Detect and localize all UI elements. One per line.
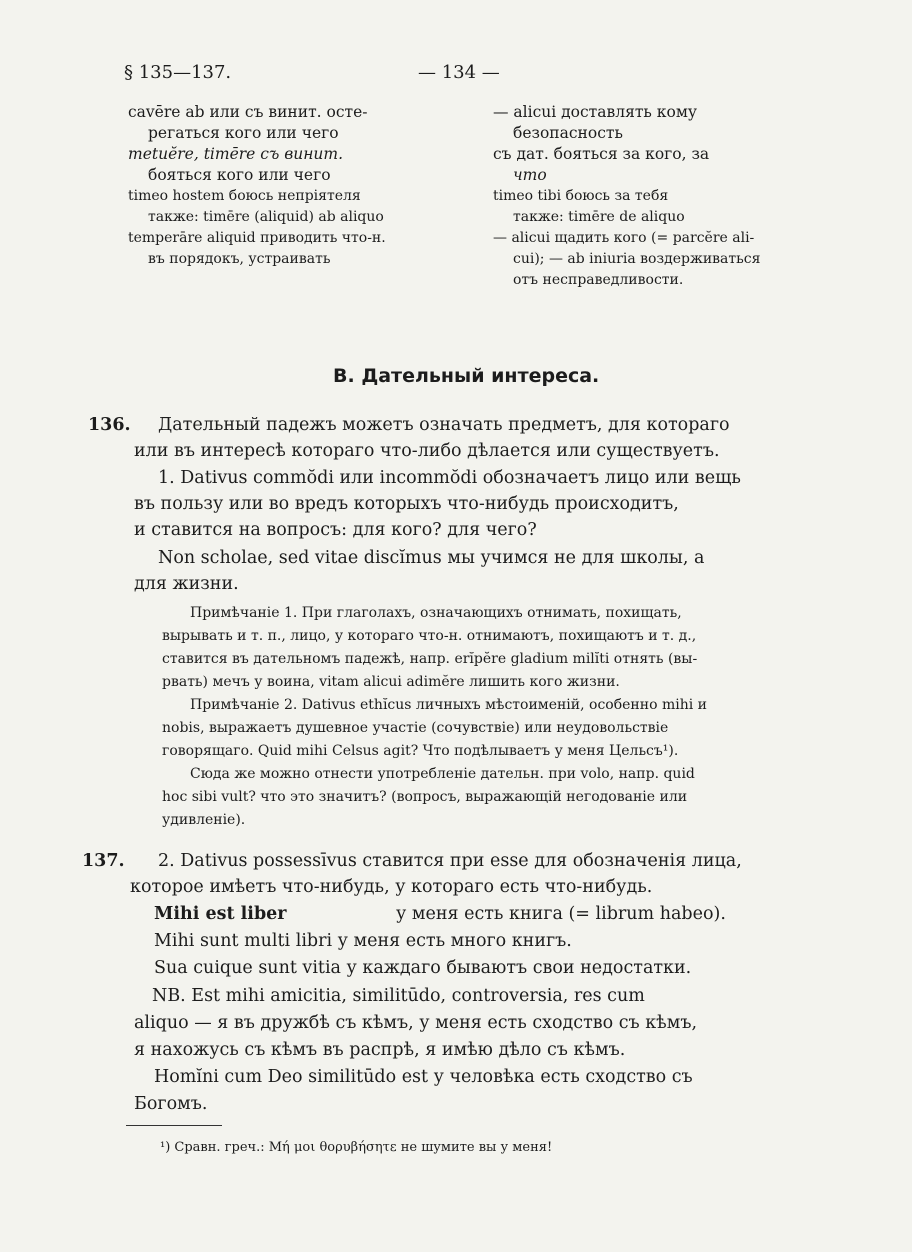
example-line: Sua cuique sunt vitia у каждаго бываютъ свои недостатки. xyxy=(154,958,692,978)
paragraph-number: 136. xyxy=(88,415,131,435)
right-vocab-column xyxy=(493,102,760,291)
note-line: удивленіе). xyxy=(162,812,246,828)
note-line: ставится въ дательномъ падежѣ, напр. erĭpĕre gladium milĭti отнять (вы- xyxy=(162,651,698,667)
paragraph-line: Дательный падежъ можетъ означать предметъ, для котораго xyxy=(158,415,730,435)
example-translation: у меня есть книга (= librum habeo). xyxy=(396,904,726,924)
vocab-line: также: timēre (aliquid) ab aliquo xyxy=(148,209,384,225)
vocab-line: metuĕre, timēre съ винит. xyxy=(128,145,344,163)
paragraph-line: или въ интересѣ котораго что-либо дѣлается или существуетъ. xyxy=(134,441,720,461)
paragraph-line: 2. Dativus possessīvus ставится при esse для обозначенія лица, xyxy=(158,851,742,871)
paragraph-line: и ставится на вопросъ: для кого? для чего? xyxy=(134,520,537,540)
paragraph-line: 1. Dativus commŏdi или incommŏdi обозначаетъ лицо или вещь xyxy=(158,468,741,488)
vocab-line: что xyxy=(513,166,547,184)
note-line: Сюда же можно отнести употребленіе дательн. при volo, напр. quid xyxy=(190,766,695,782)
vocab-line: регаться кого или чего xyxy=(148,124,339,142)
section-range: § 135—137. xyxy=(124,62,232,83)
paragraph-number: 137. xyxy=(82,851,125,871)
vocab-line: безопасность xyxy=(513,124,623,142)
note-line: говорящаго. Quid mihi Celsus agit? Что подѣлываетъ у меня Цельсъ¹). xyxy=(162,743,679,759)
vocab-line: съ дат. бояться за кого, за xyxy=(493,145,710,163)
note-line: Примѣчаніе 1. При глаголахъ, означающихъ отнимать, похищать, xyxy=(190,605,682,621)
nb-line: NB. Est mihi amicitia, similitūdo, controversia, res cum xyxy=(152,986,645,1006)
vocab-line: — alicui щадить кого (= parcĕre ali- xyxy=(493,230,755,246)
example-latin: Mihi est liber xyxy=(154,904,287,924)
vocab-line: cui); — ab iniuria воздерживаться xyxy=(513,251,761,267)
note-line: hoc sibi vult? что это значитъ? (вопросъ, выражающій негодованіе или xyxy=(162,789,688,805)
vocab-line: temperāre aliquid приводить что-н. xyxy=(128,230,386,246)
vocab-line: также: timēre de aliquo xyxy=(513,209,685,225)
example-line: Богомъ. xyxy=(134,1094,208,1114)
note-line: вырывать и т. п., лицо, у котораго что-н. отнимаютъ, похищаютъ и т. д., xyxy=(162,628,697,644)
footnote: ¹) Сравн. греч.: Μή μοι θορυβήσητε не шумите вы у меня! xyxy=(160,1140,553,1155)
left-vocab-column xyxy=(128,102,386,270)
section-heading: B. Дательный интереса. xyxy=(333,365,600,387)
example-line: Non scholae, sed vitae discĭmus мы учимся не для школы, а xyxy=(158,548,705,568)
paragraph-line: въ пользу или во вредъ которыхъ что-нибудь происходитъ, xyxy=(134,494,679,514)
vocab-line: бояться кого или чего xyxy=(148,166,331,184)
example-line: Homĭni cum Deo similitūdo est у человѣка есть сходство съ xyxy=(154,1067,693,1087)
vocab-line: timeo tibi боюсь за тебя xyxy=(493,188,669,204)
paragraph-line: которое имѣетъ что-нибудь, у котораго есть что-нибудь. xyxy=(130,877,653,897)
vocab-line: отъ несправедливости. xyxy=(513,272,684,288)
footnote-rule xyxy=(126,1125,222,1126)
vocab-line: — alicui доставлять кому xyxy=(493,103,697,121)
example-line: для жизни. xyxy=(134,574,239,594)
vocab-line: въ порядокъ, устраивать xyxy=(148,251,331,267)
page-number: — 134 — xyxy=(418,62,500,83)
note-line: рвать) мечъ у воина, vitam alicui adimĕre лишить кого жизни. xyxy=(162,674,620,690)
nb-line: я нахожусь съ кѣмъ въ распрѣ, я имѣю дѣло съ кѣмъ. xyxy=(134,1040,626,1060)
note-line: nobis, выражаетъ душевное участіе (сочувствіе) или неудовольствіе xyxy=(162,720,669,736)
nb-line: aliquo — я въ дружбѣ съ кѣмъ, у меня есть сходство съ кѣмъ, xyxy=(134,1013,698,1033)
vocab-line: cavēre ab или съ винит. осте- xyxy=(128,103,368,121)
vocab-line: timeo hostem боюсь непріятеля xyxy=(128,188,361,204)
note-line: Примѣчаніе 2. Dativus ethĭcus личныхъ мѣстоименій, особенно mihi и xyxy=(190,697,708,713)
example-line: Mihi sunt multi libri у меня есть много книгъ. xyxy=(154,931,572,951)
